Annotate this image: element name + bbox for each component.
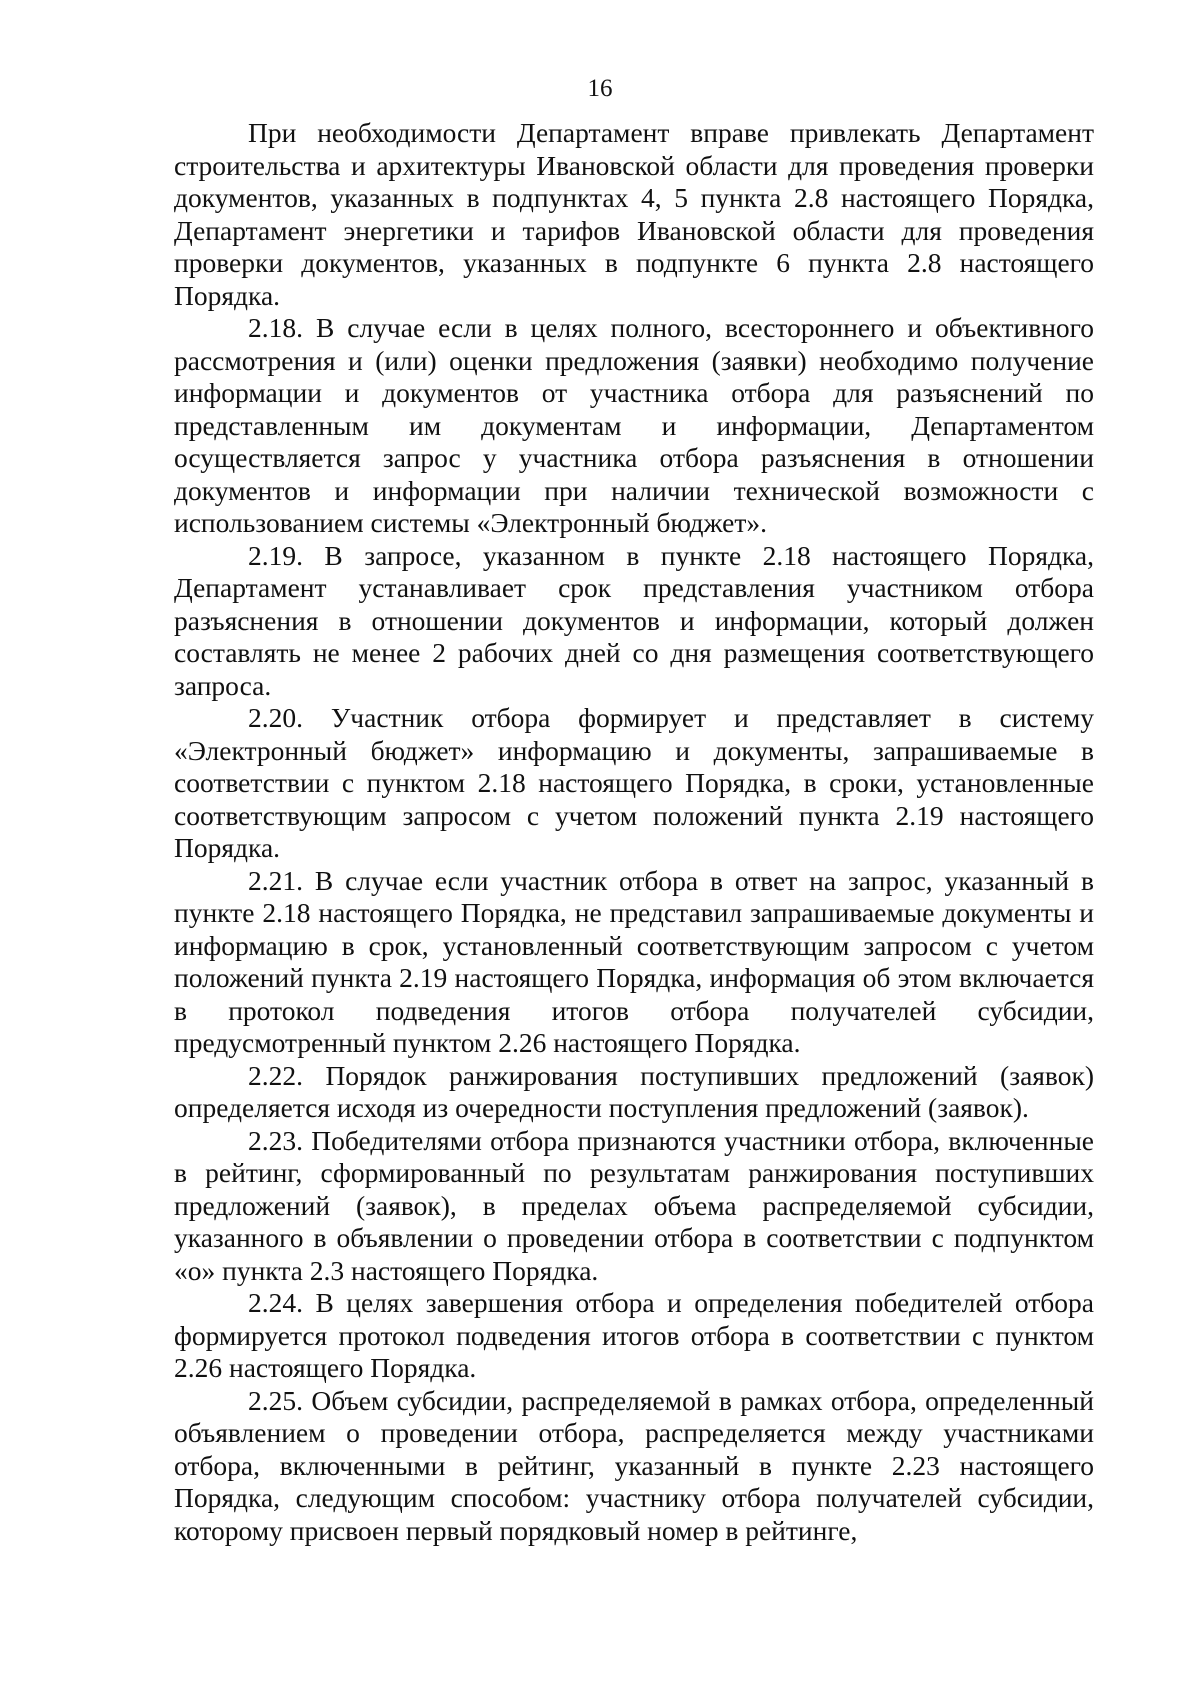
paragraph-2-25: 2.25. Объем субсидии, распределяемой в рамках отбора, определенный объявлением о проведении отбора, распределяется между участниками отбора, включенными в рейтинг, указанный в пункте 2.23 настоящего Порядка, следующим способом: участнику отбора получателей субсидии, которому присвоен первый порядковый номер в рейтинге, [174, 1384, 1094, 1546]
paragraph-2-22: 2.22. Порядок ранжирования поступивших предложений (заявок) определяется исходя из очередности поступления предложений (заявок). [174, 1059, 1094, 1123]
paragraph-2-20: 2.20. Участник отбора формирует и представляет в систему «Электронный бюджет» информацию и документы, запрашиваемые в соответствии с пунктом 2.18 настоящего Порядка, в сроки, установленные соответствующим запросом с учетом положений пункта 2.19 настоящего Порядка. [174, 702, 1094, 863]
paragraph-2-18: 2.18. В случае если в целях полного, всестороннего и объективного рассмотрения и (или) оценки предложения (заявки) необходимо получение информации и документов от участника отбора для разъяснений по представленным им документам и информации, Департаментом осуществляется запрос у участника отбора разъяснения в отношении документов и информации при наличии технической возможности с использованием системы «Электронный бюджет». [174, 312, 1094, 538]
paragraph-2-19: 2.19. В запросе, указанном в пункте 2.18 настоящего Порядка, Департамент устанавливает срок представления участником отбора разъяснения в отношении документов и информации, который должен составлять не менее 2 рабочих дней со дня размещения соответствующего запроса. [174, 539, 1094, 701]
page-number: 16 [587, 75, 613, 102]
paragraph-2-21: 2.21. В случае если участник отбора в ответ на запрос, указанный в пункте 2.18 настоящего Порядка, не представил запрашиваемые документы и информацию в срок, установленный соответствующим запросом с учетом положений пункта 2.19 настоящего Порядка, информация об этом включается в протокол подведения итогов отбора получателей субсидии, предусмотренный пунктом 2.26 настоящего Порядка. [174, 864, 1094, 1058]
document-body [174, 117, 1094, 1547]
paragraph-2-23: 2.23. Победителями отбора признаются участники отбора, включенные в рейтинг, сформированный по результатам ранжирования поступивших предложений (заявок), в пределах объема распределяемой субсидии, указанного в объявлении о проведении отбора в соответствии с подпунктом «о» пункта 2.3 настоящего Порядка. [174, 1124, 1094, 1286]
paragraph-intro: При необходимости Департамент вправе привлекать Департамент строительства и архитектуры Ивановской области для проведения проверки документов, указанных в подпунктах 4, 5 пункта 2.8 настоящего Порядка, Департамент энергетики и тарифов Ивановской области для проведения проверки документов, указанных в подпункте 6 пункта 2.8 настоящего Порядка. [174, 117, 1094, 311]
paragraph-2-24: 2.24. В целях завершения отбора и определения победителей отбора формируется протокол подведения итогов отбора в соответствии с пунктом 2.26 настоящего Порядка. [174, 1287, 1094, 1383]
